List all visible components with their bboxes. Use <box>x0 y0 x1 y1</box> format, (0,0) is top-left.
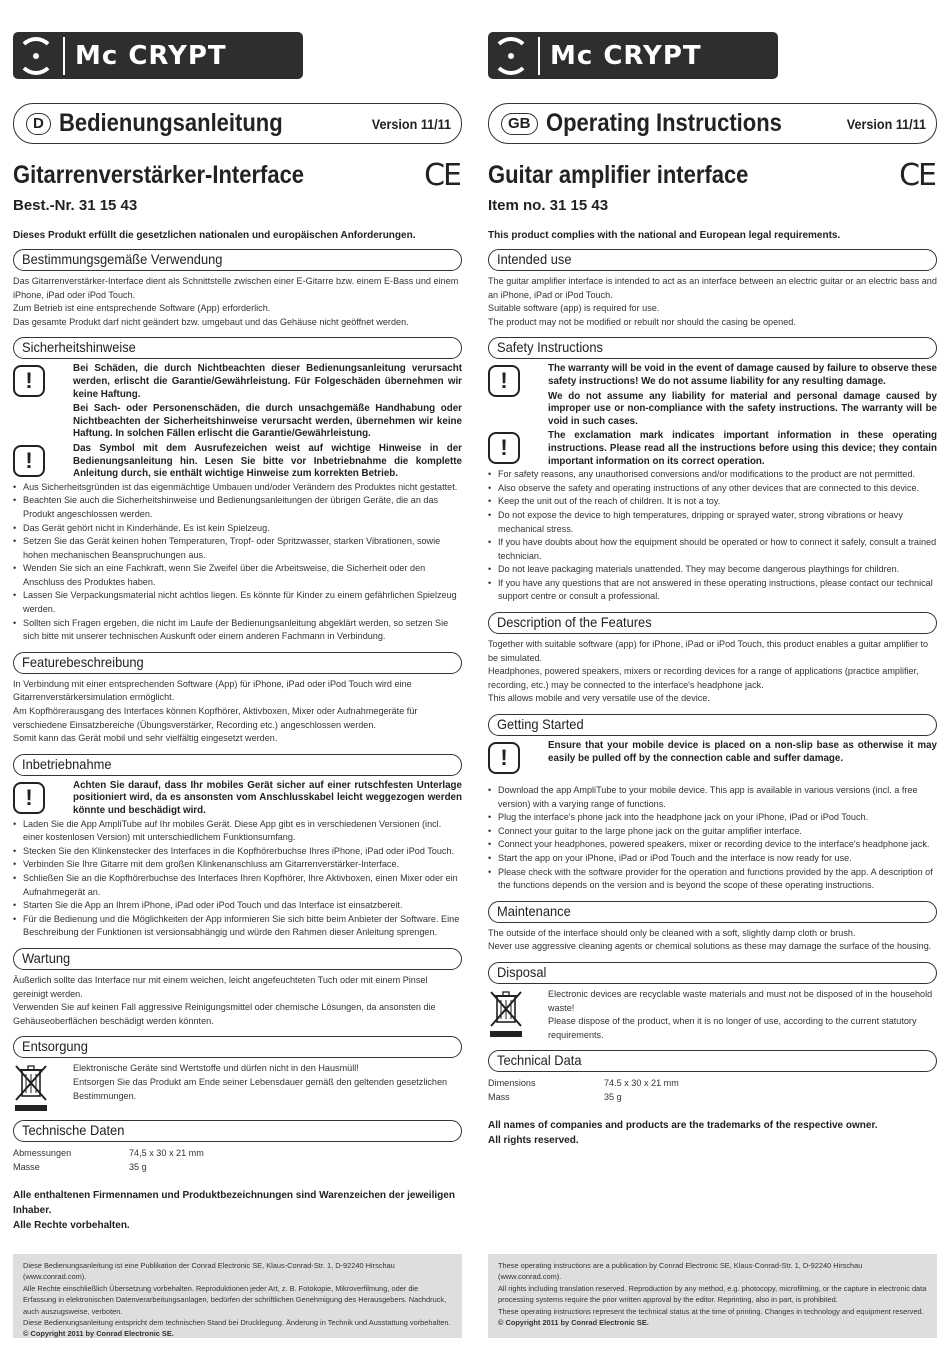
list-item: • Schließen Sie an die Kopfhörerbuchse des Interfaces Ihren Kopfhörer, Ihre Aktivboxen, einen Mixer oder ein Aufnahmegerät an. <box>13 872 462 899</box>
exclamation-icon: ! <box>13 365 45 397</box>
tech-value: 74,5 x 30 x 21 mm <box>129 1148 204 1159</box>
product-title: Guitar amplifier interface <box>488 161 749 189</box>
column-english <box>488 32 937 1148</box>
setup-list <box>13 818 462 940</box>
list-item: • Lassen Sie Verpackungsmaterial nicht achtlos liegen. Es könnte für Kinder zu einem gefährlichen Spielzeug werden. <box>13 589 462 616</box>
manual-header <box>488 103 937 144</box>
rights-line: Alle Rechte vorbehalten. <box>13 1220 130 1232</box>
section-heading-disposal: Disposal <box>488 962 937 984</box>
tech-label: Abmessungen <box>13 1148 72 1159</box>
warning-text: We do not assume any liability for material and personal damage caused by improper use or non-compliance with the safety instructions. The warranty will be void in such cases. <box>548 390 937 427</box>
brand-logo <box>13 32 303 79</box>
list-item: • If you have any questions that are not answered in these operating instructions, please contact our technical support centre or consult a professional. <box>488 577 937 604</box>
paragraph: In Verbindung mit einer entsprechenden Software (App) für iPhone, iPad oder iPod Touch wird eine Gitarrenverstärkersimulation ermöglicht. <box>13 678 412 703</box>
copyright: © Copyright 2011 by Conrad Electronic SE. <box>498 1318 649 1328</box>
warning-text: Das Symbol mit dem Ausrufezeichen weist auf wichtige Hinweise in der Bedienungsanleitung hin. Lesen Sie bitte vor Inbetriebnahme die komplette Anleitung durch, sie enthält wichtige Hinweise zum korrekten Betrieb. <box>73 442 462 480</box>
list-item: • Laden Sie die App AmpliTube auf Ihr mobiles Gerät. Diese App gibt es in verschiedenen Versionen (incl. einer kostenlosen Version) mit unterschiedlichem Funktionsumfang. <box>13 818 462 845</box>
exclamation-icon: ! <box>488 742 520 774</box>
version-label: Version 11/11 <box>846 115 926 132</box>
exclamation-icon: ! <box>488 365 520 397</box>
list-item: • For safety reasons, any unauthorised conversions and/or modifications to the product are not permitted. <box>488 468 937 482</box>
warning-block <box>13 363 462 441</box>
ce-mark-icon: CE <box>424 158 460 193</box>
tech-label: Mass <box>488 1092 510 1103</box>
footer-line: All rights including translation reserved. Reproduction by any method, e.g. photocopy, microfilming, or the capture in electronic data processing systems require the prior written approval by the editor. Reprinting, also in part, is prohibited. <box>498 1283 927 1305</box>
brand-name: Mc CRYPT <box>75 40 227 71</box>
list-item: • Do not leave packaging materials unattended. They may become dangerous playthings for children. <box>488 563 937 577</box>
list-item: • Beachten Sie auch die Sicherheitshinweise und Bedienungsanleitungen der übrigen Geräte, die an das Produkt angeschlossen werden. <box>13 494 462 521</box>
trademark-note <box>13 1188 462 1233</box>
list-item: • Keep the unit out of the reach of children. It is not a toy. <box>488 495 937 509</box>
list-item: • If you have doubts about how the equipment should be operated or how to connect it safely, consult a trained technician. <box>488 536 937 563</box>
trademark-line: Alle enthaltenen Firmennamen und Produktbezeichnungen sind Warenzeichen der jeweiligen Inhaber. <box>13 1190 455 1217</box>
paragraph: Am Kopfhörerausgang des Interfaces können Kopfhörer, Aktivboxen, Mixer oder Aufnahmegeräte für verschiedene Einsatzbereiche (Übungsverstärker, Recording etc.) angeschlossen werden. <box>13 706 418 730</box>
list-item: • Wenden Sie sich an eine Fachkraft, wenn Sie Zweifel über die Arbeitsweise, die Sicherheit oder den Anschluss des Produktes haben. <box>13 562 462 589</box>
trademark-line: All names of companies and products are the trademarks of the respective owner. <box>488 1120 878 1132</box>
list-item: • Connect your guitar to the large phone jack on the guitar amplifier interface. <box>488 825 937 839</box>
language-badge: D <box>26 113 51 135</box>
warning-block <box>13 780 462 818</box>
list-item: • Download the app AmpliTube to your mobile device. This app is available in various versions (incl. a free version) with a varying range of functions. <box>488 784 937 811</box>
list-item: • Aus Sicherheitsgründen ist das eigenmächtige Umbauen und/oder Verändern des Produktes nicht gestattet. <box>13 481 462 495</box>
warning-text: Ensure that your mobile device is placed on a non-slip base as otherwise it may easily be pulled off by the connection cable and suffer damage. <box>548 740 937 764</box>
section-heading-technical-data: Technische Daten <box>13 1120 462 1142</box>
section-heading-getting-started: Getting Started <box>488 714 937 736</box>
footer-line: Diese Bedienungsanleitung ist eine Publikation der Conrad Electronic SE, Klaus-Conrad-Str. 1, D-92240 Hirschau (www.conrad.com). <box>23 1261 395 1282</box>
list-item: • Sollten sich Fragen ergeben, die nicht im Laufe der Bedienungsanleitung abgeklärt werden, so setzen Sie sich bitte mit unserer technischen Auskunft oder einem anderen Fachmann in Verbindung. <box>13 617 462 644</box>
section-heading-safety: Safety Instructions <box>488 337 937 359</box>
list-item: • Verbinden Sie Ihre Gitarre mit dem großen Klinkenanschluss am Gitarrenverstärker-Interface. <box>13 858 462 872</box>
paragraph: The outside of the interface should only be cleaned with a soft, slightly damp cloth or brush. <box>488 927 856 938</box>
crossed-bin-icon <box>488 988 524 1038</box>
ce-mark-icon: CE <box>899 158 935 193</box>
trademark-note <box>488 1118 937 1148</box>
paragraph: Zum Betrieb ist eine entsprechende Software (App) erforderlich. <box>13 303 271 314</box>
list-item: • Plug the interface's phone jack into the headphone jack on your iPhone, iPad or iPod Touch. <box>488 811 937 825</box>
warning-block <box>488 363 937 428</box>
safety-list <box>13 481 462 644</box>
item-number: Item no. 31 15 43 <box>488 197 609 214</box>
language-badge: GB <box>501 113 538 135</box>
tech-label: Dimensions <box>488 1078 536 1089</box>
paragraph: Elektronische Geräte sind Wertstoffe und dürfen nicht in den Hausmüll! <box>73 1063 359 1074</box>
disposal-block <box>488 988 937 1042</box>
paragraph: Please dispose of the product, when it is no longer of use, according to the current statutory requirements. <box>548 1016 917 1040</box>
paragraph: Das Gitarrenverstärker-Interface dient als Schnittstelle zwischen einer E-Gitarre bzw. einem E-Bass und einem iPhone, iPad oder iPod Touch. <box>13 276 459 300</box>
paragraph: Äußerlich sollte das Interface nur mit einem weichen, leicht angefeuchteten Tuch oder mit einem Pinsel gereinigt werden. <box>13 974 428 999</box>
paragraph: Headphones, powered speakers, mixers or recording devices for a range of applications (practice amplifier, recording, etc.) may be connected to the interface's headphone jack. <box>488 666 919 690</box>
brand-mark-icon <box>13 33 59 79</box>
section-heading-getting-started: Inbetriebnahme <box>13 754 462 776</box>
paragraph: Together with suitable software (app) for iPhone, iPad or iPod Touch, this product enables a guitar amplifier to be simulated. <box>488 639 929 663</box>
section-heading-safety: Sicherheitshinweise <box>13 337 462 359</box>
list-item: • Das Gerät gehört nicht in Kinderhände. Es ist kein Spielzeug. <box>13 522 462 536</box>
section-heading-maintenance: Maintenance <box>488 901 937 923</box>
manual-title: Operating Instructions <box>545 109 782 137</box>
list-item: • Für die Bedienung und die Möglichkeiten der App informieren Sie sich bitte beim Anbieter der Software. Eine Beschreibung der Funktionen ist versionsabhängig und würde den Rahmen dieser Anleitung sprengen. <box>13 913 462 940</box>
section-heading-intended-use: Intended use <box>488 249 937 271</box>
paragraph: The product may not be modified or rebuilt nor should the casing be opened. <box>488 316 796 327</box>
list-item: • Stecken Sie den Klinkenstecker des Interfaces in die Kopfhörerbuchse Ihres iPhone, iPad oder iPod Touch. <box>13 845 462 859</box>
setup-list <box>488 784 937 893</box>
safety-list <box>488 468 937 604</box>
logo-divider <box>538 37 540 75</box>
disposal-block <box>13 1062 462 1112</box>
warning-text: Bei Schäden, die durch Nichtbeachten dieser Bedienungsanleitung verursacht werden, erlischt die Garantie/Gewährleistung. Für Folgeschäden übernehmen wir keine Haftung. <box>73 363 462 400</box>
footer-line: Alle Rechte einschließlich Übersetzung vorbehalten. Reproduktionen jeder Art, z. B. Fotokopie, Mikroverfilmung, oder die Erfassung in elektronischen Datenverarbeitungsanlagen, bedürfen der schriftlichen Genehmigung des Herausgebers. Nachdruck, auch auszugsweise, verboten. <box>23 1283 447 1316</box>
footer-line: These operating instructions are a publication by Conrad Electronic SE, Klaus-Conrad-Str. 1, D-92240 Hirschau (www.conrad.com). <box>498 1261 863 1282</box>
tech-value: 74.5 x 30 x 21 mm <box>604 1078 679 1089</box>
section-heading-intended-use: Bestimmungsgemäße Verwendung <box>13 249 462 271</box>
exclamation-icon: ! <box>13 445 45 477</box>
compliance-note: Dieses Produkt erfüllt die gesetzlichen nationalen und europäischen Anforderungen. <box>13 230 416 241</box>
brand-logo <box>488 32 778 79</box>
footer-imprint-german <box>13 1254 462 1338</box>
footer-line: These operating instructions represent the technical status at the time of printing. Changes in technology and equipment reserved. <box>498 1306 924 1316</box>
section-heading-maintenance: Wartung <box>13 948 462 970</box>
section-heading-disposal: Entsorgung <box>13 1036 462 1058</box>
compliance-note: This product complies with the national and European legal requirements. <box>488 230 841 241</box>
paragraph: This allows mobile and very versatile use of the device. <box>488 693 710 704</box>
warning-block <box>488 740 937 774</box>
list-item: • Setzen Sie das Gerät keinen hohen Temperaturen, Tropf- oder Spritzwasser, starken Vibrationen, sowie hohen mechanischen Beanspruchungen aus. <box>13 535 462 562</box>
paragraph: Electronic devices are recyclable waste materials and must not be disposed of in the household waste! <box>548 988 933 1013</box>
paragraph: Suitable software (app) is required for use. <box>488 303 660 314</box>
section-heading-features: Description of the Features <box>488 612 937 634</box>
paragraph: Somit kann das Gerät mobil und sehr vielfältig eingesetzt werden. <box>13 733 278 744</box>
copyright: © Copyright 2011 by Conrad Electronic SE. <box>23 1329 174 1339</box>
warning-text: The exclamation mark indicates important information in these operating instructions. Please read all the instructions before using this device; they contain important information on its correct operation. <box>548 430 937 467</box>
item-number: Best.-Nr. 31 15 43 <box>13 197 138 214</box>
tech-data-table <box>488 1076 937 1104</box>
tech-value: 35 g <box>129 1162 147 1173</box>
tech-value: 35 g <box>604 1092 622 1103</box>
brand-name: Mc CRYPT <box>550 40 702 71</box>
list-item: • Starten Sie die App an Ihrem iPhone, iPad oder iPod Touch und das Interface ist einsatzbereit. <box>13 899 462 913</box>
rights-line: All rights reserved. <box>488 1135 579 1147</box>
warning-text: The warranty will be void in the event of damage caused by failure to observe these safety instructions! We do not assume liability for any resulting damage. <box>548 363 937 387</box>
warning-block <box>488 430 937 468</box>
paragraph: Das gesamte Produkt darf nicht geändert bzw. umgebaut und das Gehäuse nicht geöffnet werden. <box>13 316 409 327</box>
warning-text: Bei Sach- oder Personenschäden, die durch unsachgemäße Handhabung oder Nichtbeachten der Sicherheitshinweise verursacht werden, übernehmen wir keine Haftung. In solchen Fällen erlischt die Garantie/Gewährleistung. <box>73 403 462 440</box>
version-label: Version 11/11 <box>371 115 451 132</box>
paragraph: Verwenden Sie auf keinen Fall aggressive Reinigungsmittel oder chemische Lösungen, da ansonsten die Gehäuseoberflächen beschädigt werden könnten. <box>13 1002 436 1026</box>
warning-block <box>13 443 462 481</box>
warning-text: Achten Sie darauf, dass Ihr mobiles Gerät sicher auf einer rutschfesten Unterlage positioniert wird, da es ansonsten vom Anschlusskabel leicht weggezogen werden könnte und beschädigt wird. <box>73 779 462 816</box>
footer-imprint-english <box>488 1254 937 1338</box>
paragraph: Entsorgen Sie das Produkt am Ende seiner Lebensdauer gemäß den geltenden gesetzlichen Bestimmungen. <box>73 1076 448 1101</box>
product-title: Gitarrenverstärker-Interface <box>13 161 305 189</box>
manual-header <box>13 103 462 144</box>
paragraph: Never use aggressive cleaning agents or chemical solutions as these may damage the surface of the housing. <box>488 941 932 952</box>
tech-data-table <box>13 1146 462 1174</box>
list-item: • Please check with the software provider for the operation and functions provided by the app. A description of the functions depends on the version and is beyond the scope of these operating instructions. <box>488 866 937 893</box>
brand-mark-icon <box>488 33 534 79</box>
exclamation-icon: ! <box>13 782 45 814</box>
column-german <box>13 32 462 1233</box>
manual-title: Bedienungsanleitung <box>58 109 283 137</box>
product-heading <box>13 158 462 193</box>
section-heading-technical-data: Technical Data <box>488 1050 937 1072</box>
section-heading-features: Featurebeschreibung <box>13 652 462 674</box>
tech-label: Masse <box>13 1162 40 1173</box>
exclamation-icon: ! <box>488 432 520 464</box>
list-item: • Also observe the safety and operating instructions of any other devices that are connected to this device. <box>488 482 937 496</box>
list-item: • Start the app on your iPhone, iPad or iPod Touch and the interface is now ready for use. <box>488 852 937 866</box>
list-item: • Connect your headphones, powered speakers, mixer or recording device to the interface's headphone jack. <box>488 838 937 852</box>
logo-divider <box>63 37 65 75</box>
crossed-bin-icon <box>13 1062 49 1112</box>
footer-line: Diese Bedienungsanleitung entspricht dem technischen Stand bei Drucklegung. Änderung in Technik und Ausstattung vorbehalten. <box>23 1318 451 1328</box>
list-item: • Do not expose the device to high temperatures, dripping or sprayed water, strong vibrations or heavy mechanical stress. <box>488 509 937 536</box>
product-heading <box>488 158 937 193</box>
paragraph: The guitar amplifier interface is intended to act as an interface between an electric guitar or an electric bass and an iPhone, iPad or iPod Touch. <box>488 276 937 300</box>
